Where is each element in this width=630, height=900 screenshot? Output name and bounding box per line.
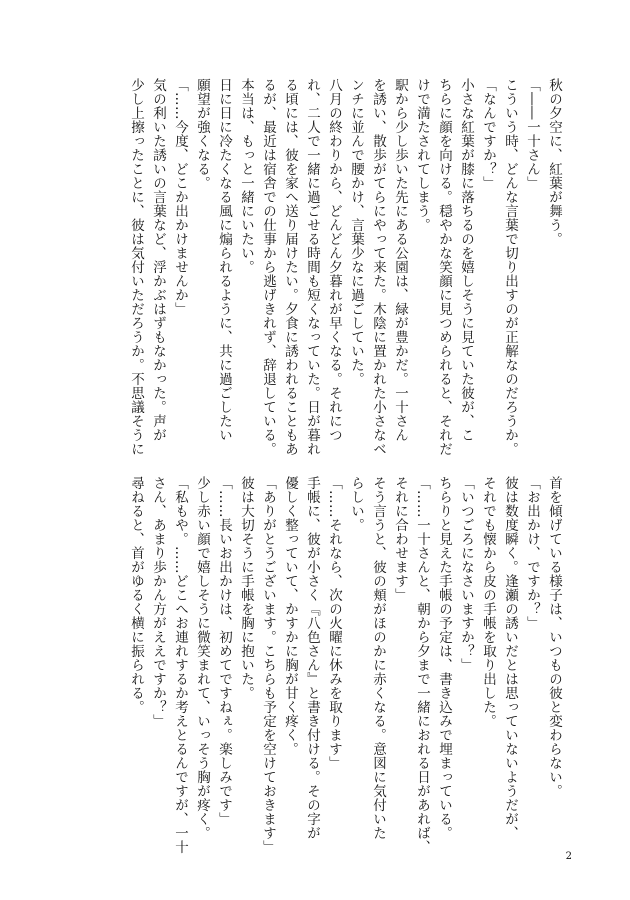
text-line: 首を傾げている様子は、いつもの彼と変わらない。 bbox=[546, 476, 562, 798]
lower-text-block bbox=[128, 476, 565, 854]
text-line: 「私もや。……どこへお連れするか考えとるんですが、一十 bbox=[172, 476, 188, 854]
text-line: 八月の終わりから、どんどん夕暮れが早くなる。それにつ bbox=[326, 78, 342, 442]
text-line: それに合わせます」 bbox=[392, 476, 408, 602]
text-line: けで満たされてしまう。 bbox=[414, 78, 430, 232]
text-line: 本当は、もっと一緒にいたい。 bbox=[238, 78, 254, 274]
text-line: 駅から少し歩いた先にある公園は、緑が豊かだ。一十さん bbox=[392, 78, 408, 442]
text-line: 手帳に、彼が小さく『八色さん』と書き付ける。その字が bbox=[304, 476, 320, 840]
text-line: 日に日に冷たくなる風に煽られるように、共に過ごしたい bbox=[216, 78, 232, 442]
text-line: 「お出かけ、ですか？」 bbox=[524, 476, 540, 630]
text-line: 「――一十さん」 bbox=[524, 78, 540, 190]
text-line: を誘い、散歩がてらにやって来た。木陰に置かれた小さなベ bbox=[370, 78, 386, 456]
text-line: 「……それなら、次の火曜に休みを取ります」 bbox=[326, 476, 342, 770]
text-line: 「なんですか？」 bbox=[480, 78, 496, 190]
text-line: 秋の夕空に、紅葉が舞う。 bbox=[546, 78, 562, 246]
text-line: らしい。 bbox=[348, 476, 364, 532]
text-line: 少し赤い顔で嬉しそうに微笑まれて、いっそう胸が疼く。 bbox=[194, 476, 210, 840]
text-line: 彼は大切そうに手帳を胸に抱いた。 bbox=[238, 476, 254, 700]
upper-text-block bbox=[128, 78, 565, 456]
text-line: 優しく整っていて、かすかに胸が甘く疼く。 bbox=[282, 476, 298, 756]
text-line: ちらに顔を向ける。穏やかな笑顔に見つめられると、それだ bbox=[436, 78, 452, 456]
text-line: 「……一十さんと、朝から夕まで一緒におれる日があれば、 bbox=[414, 476, 430, 854]
text-line: れ、二人で一緒に過ごせる時間も短くなっていた。日が暮れ bbox=[304, 78, 320, 456]
text-line: こういう時、どんな言葉で切り出すのが正解なのだろうか。 bbox=[502, 78, 518, 456]
text-line: それでも懐から皮の手帳を取り出した。 bbox=[480, 476, 496, 728]
text-line: 彼は数度瞬く。逢瀬の誘いだとは思っていないようだが、 bbox=[502, 476, 518, 840]
text-line: 尋ねると、首がゆるく横に振られる。 bbox=[128, 476, 144, 714]
text-line: 願望が強くなる。 bbox=[194, 78, 210, 190]
text-line: 気の利いた誘いの言葉など、浮かぶはずもなかった。声が bbox=[150, 78, 166, 442]
text-line: ちらりと見えた手帳の予定は、書き込みで埋まっている。 bbox=[436, 476, 452, 840]
text-line: さん、あまり歩かん方がええですか？」 bbox=[150, 476, 166, 728]
text-line: そう言うと、彼の頬がほのかに赤くなる。意図に気付いた bbox=[370, 476, 386, 840]
text-line: 「……今度、どこか出かけませんか」 bbox=[172, 78, 188, 316]
page-number: 2 bbox=[565, 851, 572, 862]
text-line: 小さな紅葉が膝に落ちるのを嬉しそうに見ていた彼が、こ bbox=[458, 78, 474, 442]
text-line: ンチに並んで腰かけ、言葉少なに過ごしていた。 bbox=[348, 78, 364, 386]
text-line: 「ありがとうございます。こちらも予定を空けておきます」 bbox=[260, 476, 276, 854]
text-line: 少し上擦ったことに、彼は気付いただろうか。不思議そうに bbox=[128, 78, 144, 456]
text-line: るが、最近は宿舎での仕事から逃げきれず、辞退している。 bbox=[260, 78, 276, 456]
text-line: 「いつごろになさいますか？」 bbox=[458, 476, 474, 672]
text-line: る頃には、彼を家へ送り届けたい。夕食に誘われることもあ bbox=[282, 78, 298, 456]
text-line: 「……長いお出かけは、初めてですねぇ。楽しみです」 bbox=[216, 476, 232, 826]
